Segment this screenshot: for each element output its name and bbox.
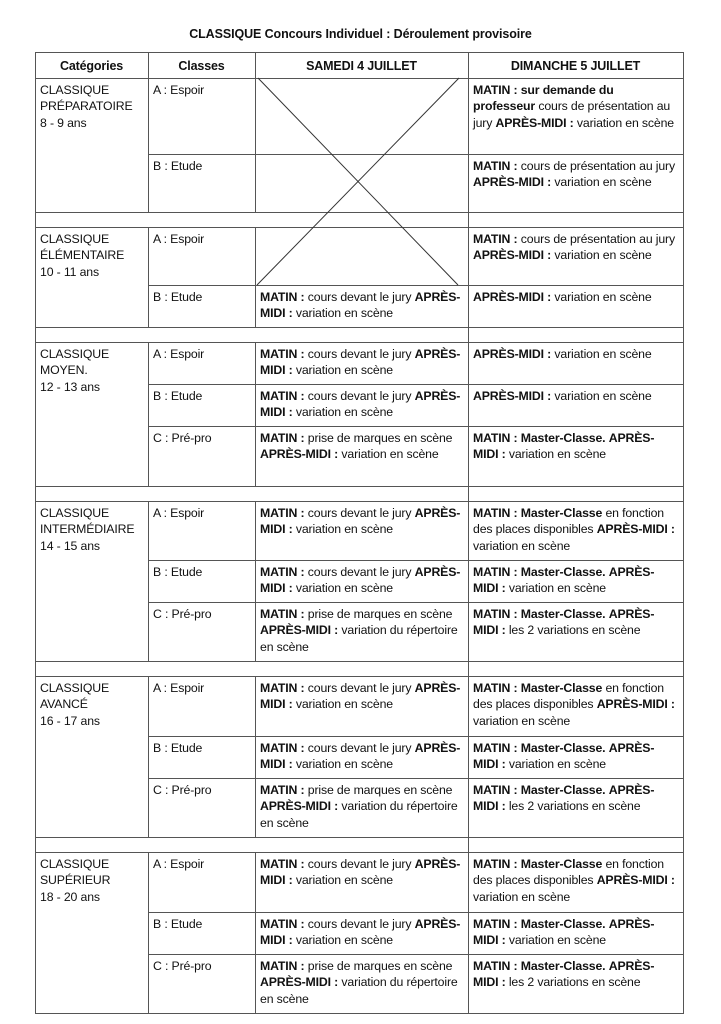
session-label: APRÈS-MIDI : — [260, 290, 461, 321]
dimanche-cell — [468, 676, 683, 736]
table-rule — [255, 501, 256, 662]
session-text: les 2 variations en scène — [505, 623, 641, 638]
table-rule — [683, 78, 684, 213]
table-rule — [255, 852, 256, 1014]
table-rule — [683, 852, 684, 1014]
session-label: APRÈS-MIDI : — [260, 799, 339, 814]
table-rule — [683, 676, 684, 838]
session-label: MATIN : — [260, 431, 305, 445]
session-label: MATIN : Master-Classe. — [473, 565, 606, 579]
class-label: B : Etude — [153, 389, 203, 403]
table-rule — [35, 676, 36, 838]
session-text: variation en scène — [551, 389, 652, 403]
session-label: APRÈS-MIDI : — [260, 447, 339, 462]
session-text: variation du répertoire en scène — [260, 623, 458, 654]
spacer-row — [35, 661, 683, 676]
category-cell — [35, 676, 148, 837]
category-age-range: 18 - 20 ans — [40, 889, 100, 904]
session-label: MATIN : Master-Classe — [473, 857, 603, 871]
samedi-cell — [255, 285, 468, 327]
session-label: APRÈS-MIDI : — [473, 741, 655, 772]
table-rule — [35, 852, 36, 1014]
session-text: variation du répertoire en scène — [260, 975, 458, 1006]
session-text: prise de marques en scène — [304, 783, 453, 797]
table-rule — [683, 837, 684, 853]
session-label: MATIN : — [260, 741, 305, 755]
session-label: MATIN : Master-Classe. — [473, 959, 606, 973]
class-label: B : Etude — [153, 159, 203, 173]
class-cell — [148, 676, 255, 736]
class-label: C : Pré-pro — [153, 783, 212, 797]
class-cell — [148, 912, 255, 954]
session-text: variation en scène — [573, 115, 674, 130]
category-name-line: CLASSIQUE — [40, 681, 110, 695]
category-name-line: ÉLÉMENTAIRE — [40, 248, 125, 263]
session-label: APRÈS-MIDI : — [260, 975, 339, 990]
session-text: en fonction des places disponibles — [473, 681, 664, 712]
dimanche-cell — [468, 285, 683, 327]
session-text: variation en scène — [292, 697, 393, 712]
class-cell — [148, 602, 255, 661]
cross-out-icon — [35, 52, 683, 287]
table-rule — [35, 1013, 684, 1014]
table-rule — [468, 342, 469, 487]
class-label: B : Etude — [153, 290, 203, 304]
session-label: MATIN : — [260, 783, 305, 797]
class-label: A : Espoir — [153, 857, 205, 871]
table-rule — [468, 676, 469, 838]
class-label: C : Pré-pro — [153, 607, 212, 621]
table-rule — [148, 342, 149, 487]
session-text: prise de marques en scène — [304, 607, 453, 621]
class-cell — [148, 954, 255, 1013]
table-rule — [148, 501, 149, 662]
session-text: variation en scène — [551, 290, 652, 304]
samedi-cell — [255, 384, 468, 426]
session-label: MATIN : — [260, 565, 305, 579]
session-text: cours devant le jury — [304, 347, 415, 361]
session-text: variation en scène — [292, 873, 393, 888]
session-label: MATIN : Master-Classe. — [473, 431, 606, 445]
samedi-cell — [255, 342, 468, 384]
samedi-cell — [255, 912, 468, 954]
class-label: A : Espoir — [153, 347, 205, 361]
table-rule — [683, 501, 684, 662]
session-label: APRÈS-MIDI : — [260, 681, 461, 712]
class-label: A : Espoir — [153, 681, 205, 695]
session-text: variation en scène — [292, 306, 393, 321]
class-cell — [148, 778, 255, 837]
session-label: APRÈS-MIDI : — [260, 917, 461, 948]
session-label: MATIN : sur demande du professeur — [473, 83, 614, 114]
category-age-range: 10 - 11 ans — [40, 264, 99, 279]
samedi-cell — [255, 426, 468, 486]
session-text: variation en scène — [473, 889, 571, 904]
category-age-range: 12 - 13 ans — [40, 379, 100, 394]
category-cell — [35, 501, 148, 661]
table-rule — [683, 486, 684, 502]
session-label: MATIN : Master-Classe. — [473, 607, 606, 621]
session-label: MATIN : — [473, 159, 518, 173]
category-cell — [35, 342, 148, 486]
table-rule — [683, 661, 684, 677]
dimanche-cell — [468, 954, 683, 1013]
table-rule — [683, 212, 684, 228]
session-label: MATIN : — [260, 857, 305, 871]
session-label: APRÈS-MIDI : — [473, 347, 552, 361]
table-rule — [35, 501, 36, 662]
session-text: cours de présentation au jury — [473, 99, 671, 130]
session-text: cours devant le jury — [304, 565, 415, 579]
spacer-row — [35, 327, 683, 342]
session-text: cours devant le jury — [304, 857, 415, 871]
spacer-row — [35, 837, 683, 852]
session-text: prise de marques en scène — [304, 959, 453, 973]
class-label: B : Etude — [153, 565, 203, 579]
session-label: APRÈS-MIDI : — [260, 347, 461, 378]
session-label: APRÈS-MIDI : — [260, 506, 461, 537]
session-label: MATIN : — [260, 347, 305, 361]
session-text: variation en scène — [473, 538, 571, 553]
samedi-cell — [255, 852, 468, 912]
category-name-line: CLASSIQUE — [40, 347, 110, 361]
class-cell — [148, 342, 255, 384]
samedi-cell — [255, 778, 468, 837]
table-rule — [468, 852, 469, 1014]
category-cell — [35, 852, 148, 1013]
samedi-cell — [255, 736, 468, 778]
samedi-cell — [255, 602, 468, 661]
session-text: en fonction des places disponibles — [473, 857, 664, 888]
table-rule — [35, 342, 36, 487]
session-label: MATIN : — [473, 232, 518, 246]
dimanche-cell — [468, 852, 683, 912]
session-label: APRÈS-MIDI : — [260, 741, 461, 772]
session-text: variation du répertoire en scène — [260, 799, 458, 830]
session-label: APRÈS-MIDI : — [260, 565, 461, 596]
dimanche-cell — [468, 912, 683, 954]
table-rule — [683, 227, 684, 328]
session-text: cours devant le jury — [304, 741, 415, 755]
session-label: MATIN : — [260, 290, 305, 304]
session-text: variation en scène — [338, 447, 439, 462]
session-label: MATIN : Master-Classe. — [473, 783, 606, 797]
session-label: APRÈS-MIDI : — [473, 389, 552, 403]
category-age-range: 8 - 9 ans — [40, 115, 87, 130]
session-text: les 2 variations en scène — [505, 975, 641, 990]
table-rule — [683, 342, 684, 487]
session-text: cours devant le jury — [304, 917, 415, 931]
session-text: variation en scène — [292, 522, 393, 537]
session-text: variation en scène — [292, 363, 393, 378]
dimanche-cell — [468, 426, 683, 486]
class-label: A : Espoir — [153, 506, 205, 520]
session-label: MATIN : — [260, 959, 305, 973]
class-cell — [148, 560, 255, 602]
samedi-cell — [255, 501, 468, 560]
session-label: APRÈS-MIDI : — [473, 783, 655, 814]
session-text: variation en scène — [551, 248, 652, 263]
category-name-line: CLASSIQUE — [40, 232, 110, 246]
samedi-cell — [255, 954, 468, 1013]
class-label: B : Etude — [153, 917, 203, 931]
session-text: variation en scène — [505, 447, 606, 462]
column-header-label: SAMEDI 4 JUILLET — [306, 59, 417, 73]
class-cell — [148, 426, 255, 486]
dimanche-cell — [468, 501, 683, 560]
session-label: APRÈS-MIDI : — [473, 175, 552, 190]
session-label: APRÈS-MIDI : — [260, 389, 461, 420]
class-label: A : Espoir — [153, 83, 205, 97]
session-text: variation en scène — [292, 405, 393, 420]
session-label: APRÈS-MIDI : — [596, 522, 675, 537]
table-rule — [148, 676, 149, 838]
column-header-label: DIMANCHE 5 JUILLET — [510, 59, 641, 73]
session-text: variation en scène — [473, 713, 571, 728]
session-text: cours de présentation au jury — [517, 232, 675, 246]
session-text: cours devant le jury — [304, 290, 415, 304]
session-label: APRÈS-MIDI : — [473, 290, 552, 304]
class-label: B : Etude — [153, 741, 203, 755]
session-label: MATIN : — [260, 506, 305, 520]
dimanche-cell — [468, 602, 683, 661]
session-label: MATIN : Master-Classe. — [473, 917, 606, 931]
class-cell — [148, 501, 255, 560]
table-rule — [255, 342, 256, 487]
session-label: MATIN : Master-Classe. — [473, 741, 606, 755]
session-label: APRÈS-MIDI : — [260, 857, 461, 888]
category-name-line: AVANCÉ — [40, 697, 88, 712]
session-text: cours devant le jury — [304, 389, 415, 403]
table-rule — [255, 676, 256, 838]
spacer-row — [35, 486, 683, 501]
table-rule — [683, 327, 684, 343]
table-rule — [683, 52, 684, 79]
session-label: MATIN : — [260, 389, 305, 403]
class-label: C : Pré-pro — [153, 431, 212, 445]
session-text: cours devant le jury — [304, 681, 415, 695]
session-text: variation en scène — [551, 175, 652, 190]
document-title: CLASSIQUE Concours Individuel : Déroulement provisoire — [189, 27, 532, 41]
session-label: APRÈS-MIDI : — [596, 873, 675, 888]
dimanche-cell — [468, 778, 683, 837]
category-name-line: CLASSIQUE — [40, 506, 110, 520]
cross-line — [257, 78, 459, 285]
session-label: MATIN : — [260, 681, 305, 695]
category-name-line: CLASSIQUE — [40, 83, 110, 97]
session-label: APRÈS-MIDI : — [596, 697, 675, 712]
table-rule — [148, 852, 149, 1014]
category-name-line: CLASSIQUE — [40, 857, 110, 871]
dimanche-cell — [468, 560, 683, 602]
class-cell — [148, 384, 255, 426]
column-header-label: Catégories — [59, 59, 124, 73]
category-age-range: 16 - 17 ans — [40, 713, 100, 728]
dimanche-cell — [468, 736, 683, 778]
session-text: variation en scène — [292, 757, 393, 772]
class-label: C : Pré-pro — [153, 959, 212, 973]
session-label: MATIN : Master-Classe — [473, 506, 603, 520]
category-name-line: MOYEN. — [40, 363, 88, 378]
session-text: variation en scène — [551, 347, 652, 361]
category-name-line: PRÉPARATOIRE — [40, 99, 133, 114]
session-label: MATIN : Master-Classe — [473, 681, 603, 695]
session-label: APRÈS-MIDI : — [473, 431, 655, 462]
session-text: prise de marques en scène — [304, 431, 453, 445]
category-name-line: SUPÉRIEUR — [40, 873, 111, 888]
session-text: variation en scène — [292, 933, 393, 948]
samedi-cell — [255, 560, 468, 602]
samedi-cell — [255, 676, 468, 736]
session-text: variation en scène — [505, 933, 606, 948]
session-text: les 2 variations en scène — [505, 799, 641, 814]
session-label: APRÈS-MIDI : — [495, 115, 574, 130]
column-header-label: Classes — [178, 59, 225, 73]
class-cell — [148, 852, 255, 912]
session-text: cours devant le jury — [304, 506, 415, 520]
class-cell — [148, 736, 255, 778]
schedule-table — [35, 52, 683, 1006]
class-cell — [148, 285, 255, 327]
session-label: APRÈS-MIDI : — [473, 565, 655, 596]
dimanche-cell — [468, 384, 683, 426]
session-text: variation en scène — [505, 757, 606, 772]
session-label: APRÈS-MIDI : — [473, 248, 552, 263]
session-label: MATIN : — [260, 607, 305, 621]
session-text: variation en scène — [505, 581, 606, 596]
session-text: variation en scène — [292, 581, 393, 596]
session-label: APRÈS-MIDI : — [473, 959, 655, 990]
session-label: APRÈS-MIDI : — [260, 623, 339, 638]
class-label: A : Espoir — [153, 232, 205, 246]
session-text: en fonction des places disponibles — [473, 506, 664, 537]
session-label: MATIN : — [260, 917, 305, 931]
category-name-line: INTERMÉDIAIRE — [40, 522, 135, 537]
session-text: cours de présentation au jury — [517, 159, 675, 173]
session-label: APRÈS-MIDI : — [473, 607, 655, 638]
category-age-range: 14 - 15 ans — [40, 538, 100, 553]
session-label: APRÈS-MIDI : — [473, 917, 655, 948]
table-rule — [468, 501, 469, 662]
dimanche-cell — [468, 342, 683, 384]
